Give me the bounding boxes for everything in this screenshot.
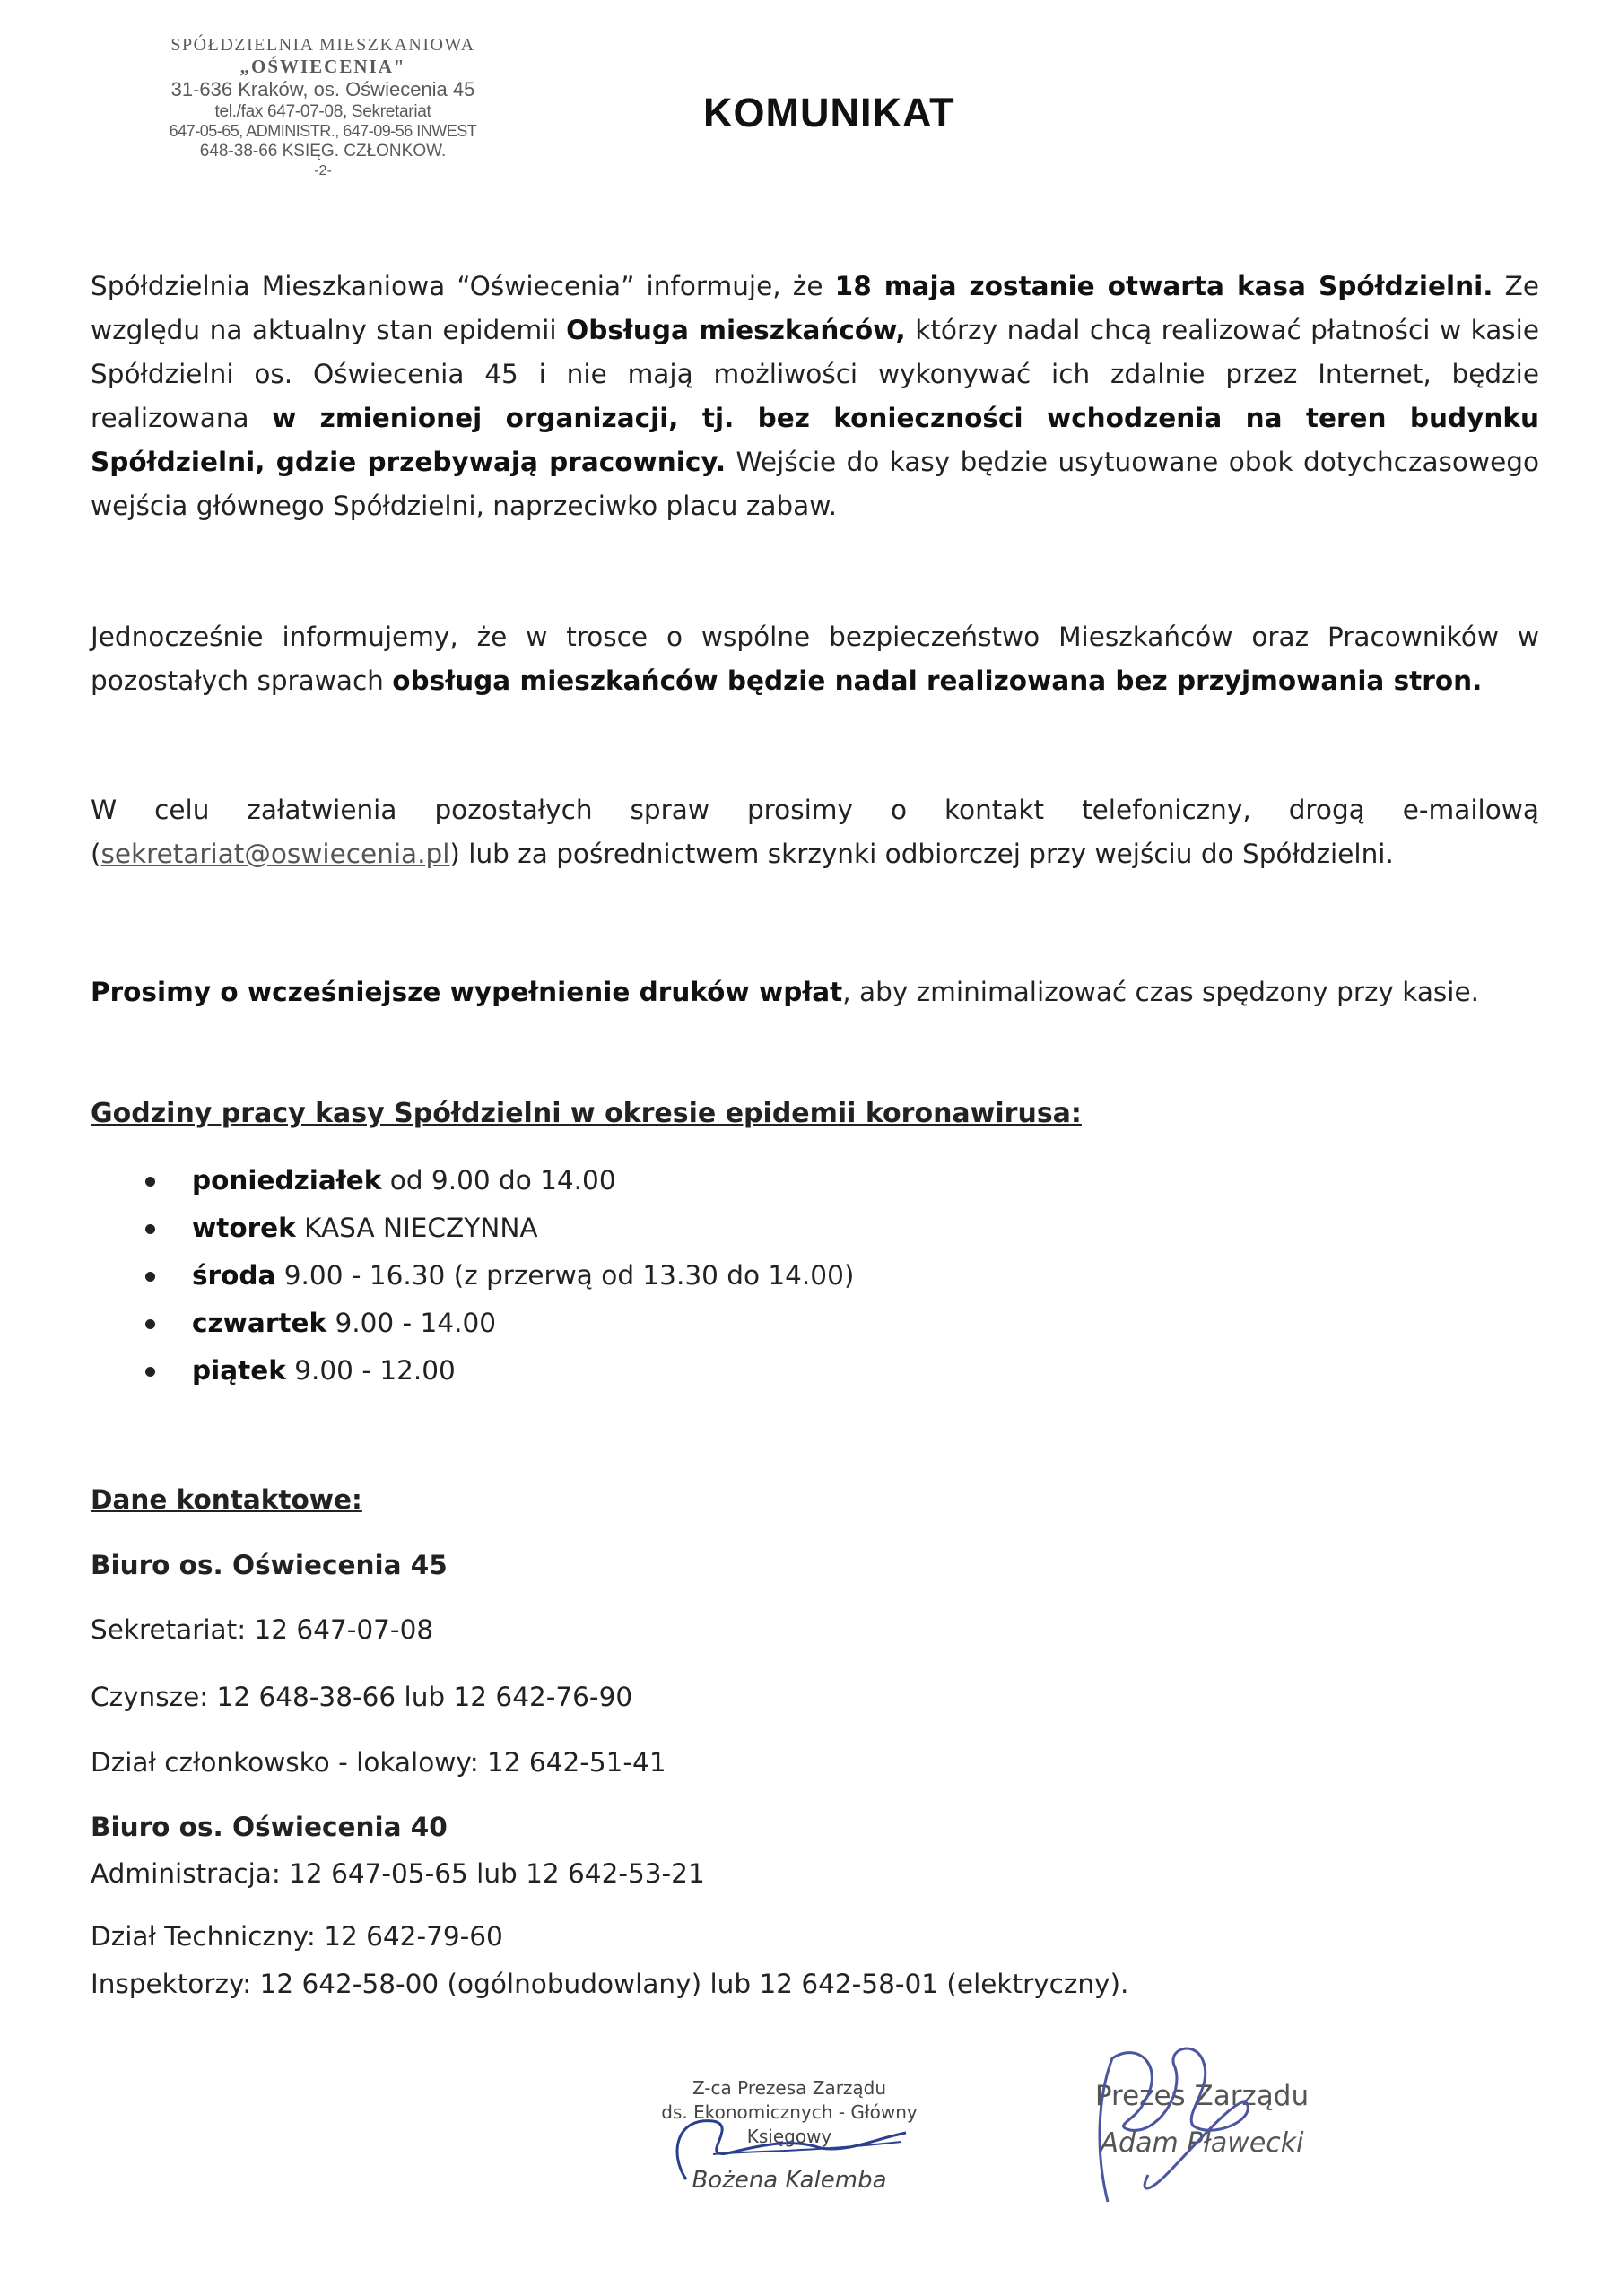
p3-text-a: W celu załatwienia pozostałych spraw prosimy o kontakt telefoniczny, drogą e-mailową ( <box>91 795 1539 869</box>
paragraph-safety <box>91 615 1539 703</box>
day-label: wtorek <box>192 1213 296 1243</box>
list-item <box>135 1347 854 1395</box>
list-item <box>135 1205 854 1252</box>
p1-bold-b: 18 maja zostanie otwarta kasa Spółdzielni. <box>834 271 1493 301</box>
office-45-heading: Biuro os. Oświecenia 45 <box>91 1550 448 1580</box>
page-title: KOMUNIKAT <box>703 90 955 135</box>
deputy-subtitle: ds. Ekonomicznych - Główny Księgowy <box>661 2101 918 2147</box>
p1-text-c: Ze względu na aktualny stan epidemii <box>91 271 1540 345</box>
stamp-phone-1: tel./fax 647-07-08, Sekretariat <box>214 101 431 121</box>
p1-text-e: którzy nadal chcą realizować płatności w kasie Spółdzielni os. Oświecenia 45 i nie mają możliwości wykonywać ich zdalnie przez Internet, będzie realizowana <box>91 314 1540 433</box>
cooperative-stamp <box>126 34 520 179</box>
list-item <box>135 1157 854 1205</box>
p1-text-a: Spółdzielnia Mieszkaniowa “Oświecenia” informuje, że <box>91 271 835 301</box>
list-item <box>135 1300 854 1347</box>
contact-heading: Dane kontaktowe: <box>91 1484 362 1515</box>
day-hours: 9.00 - 12.00 <box>285 1355 456 1386</box>
paragraph-cash-desk-opening <box>91 265 1539 528</box>
stamp-address: 31-636 Kraków, os. Oświecenia 45 <box>170 78 475 101</box>
contact-technical: Dział Techniczny: 12 642-79-60 <box>91 1921 503 1952</box>
contact-secretariat: Sekretariat: 12 647-07-08 <box>91 1614 434 1645</box>
deputy-name: Bożena Kalemba <box>692 2167 887 2194</box>
stamp-phone-2: 647-05-65, ADMINISTR., 647-09-56 INWEST <box>169 122 477 141</box>
p1-bold-d: Obsługa mieszkańców, <box>566 314 906 345</box>
p3-text-b: ) lub za pośrednictwem skrzynki odbiorczej przy wejściu do Spółdzielni. <box>449 838 1394 869</box>
deputy-signature-scribble <box>659 2099 928 2188</box>
p4-bold-a: Prosimy o wcześniejsze wypełnienie druków wpłat <box>91 977 843 1007</box>
paragraph-contact-methods <box>91 788 1539 876</box>
stamp-line-7: -2- <box>314 162 332 178</box>
contact-administration: Administracja: 12 647-05-65 lub 12 642-53-21 <box>91 1858 705 1889</box>
paragraph-payment-forms <box>91 970 1539 1014</box>
stamp-line-1: SPÓŁDZIELNIA MIESZKANIOWA <box>170 35 475 55</box>
hours-heading: Godziny pracy kasy Spółdzielni w okresie epidemii koronawirusa: <box>91 1098 1082 1129</box>
day-hours: od 9.00 do 14.00 <box>381 1165 616 1196</box>
day-hours: 9.00 - 14.00 <box>326 1308 497 1338</box>
day-label: czwartek <box>192 1308 327 1338</box>
contact-rent: Czynsze: 12 648-38-66 lub 12 642-76-90 <box>91 1682 633 1712</box>
day-label: piątek <box>192 1355 286 1386</box>
office-40-heading: Biuro os. Oświecenia 40 <box>91 1812 448 1842</box>
list-item <box>135 1252 854 1300</box>
p2-text-a: Jednocześnie informujemy, że w trosce o wspólne bezpieczeństwo Mieszkańców oraz Pracowników w pozostałych sprawach <box>91 622 1539 696</box>
day-hours: KASA NIECZYNNA <box>295 1213 538 1243</box>
president-title: Prezes Zarządu <box>1094 2080 1310 2112</box>
day-hours: 9.00 - 16.30 (z przerwą od 13.30 do 14.00) <box>275 1260 855 1291</box>
president-signature-scribble <box>1058 2040 1292 2211</box>
stamp-phone-3: 648-38-66 KSIĘG. CZŁONKOW. <box>199 141 447 161</box>
p1-text-g: Wejście do kasy będzie usytuowane obok dotychczasowego wejścia głównego Spółdzielni, naprzeciwko placu zabaw. <box>91 446 1539 521</box>
p2-bold-b: obsługa mieszkańców będzie nadal realizowana bez przyjmowania stron. <box>392 665 1483 696</box>
p4-text-b: , aby zminimalizować czas spędzony przy kasie. <box>842 977 1479 1007</box>
hours-list <box>135 1157 854 1395</box>
stamp-line-2: „OŚWIECENIA" <box>239 56 406 77</box>
president-name: Adam Pławecki <box>1100 2127 1304 2160</box>
day-label: środa <box>192 1260 276 1291</box>
contact-inspectors: Inspektorzy: 12 642-58-00 (ogólnobudowlany) lub 12 642-58-01 (elektryczny). <box>91 1969 1129 1999</box>
day-label: poniedziałek <box>192 1165 382 1196</box>
deputy-title: Z-ca Prezesa Zarządu <box>692 2077 887 2099</box>
p1-bold-f: w zmienionej organizacji, tj. bez konieczności wchodzenia na teren budynku Spółdzielni, gdzie przebywają pracownicy. <box>91 402 1539 477</box>
contact-membership: Dział członkowsko - lokalowy: 12 642-51-41 <box>91 1747 666 1778</box>
email-link[interactable]: sekretariat@oswiecenia.pl <box>100 838 450 869</box>
